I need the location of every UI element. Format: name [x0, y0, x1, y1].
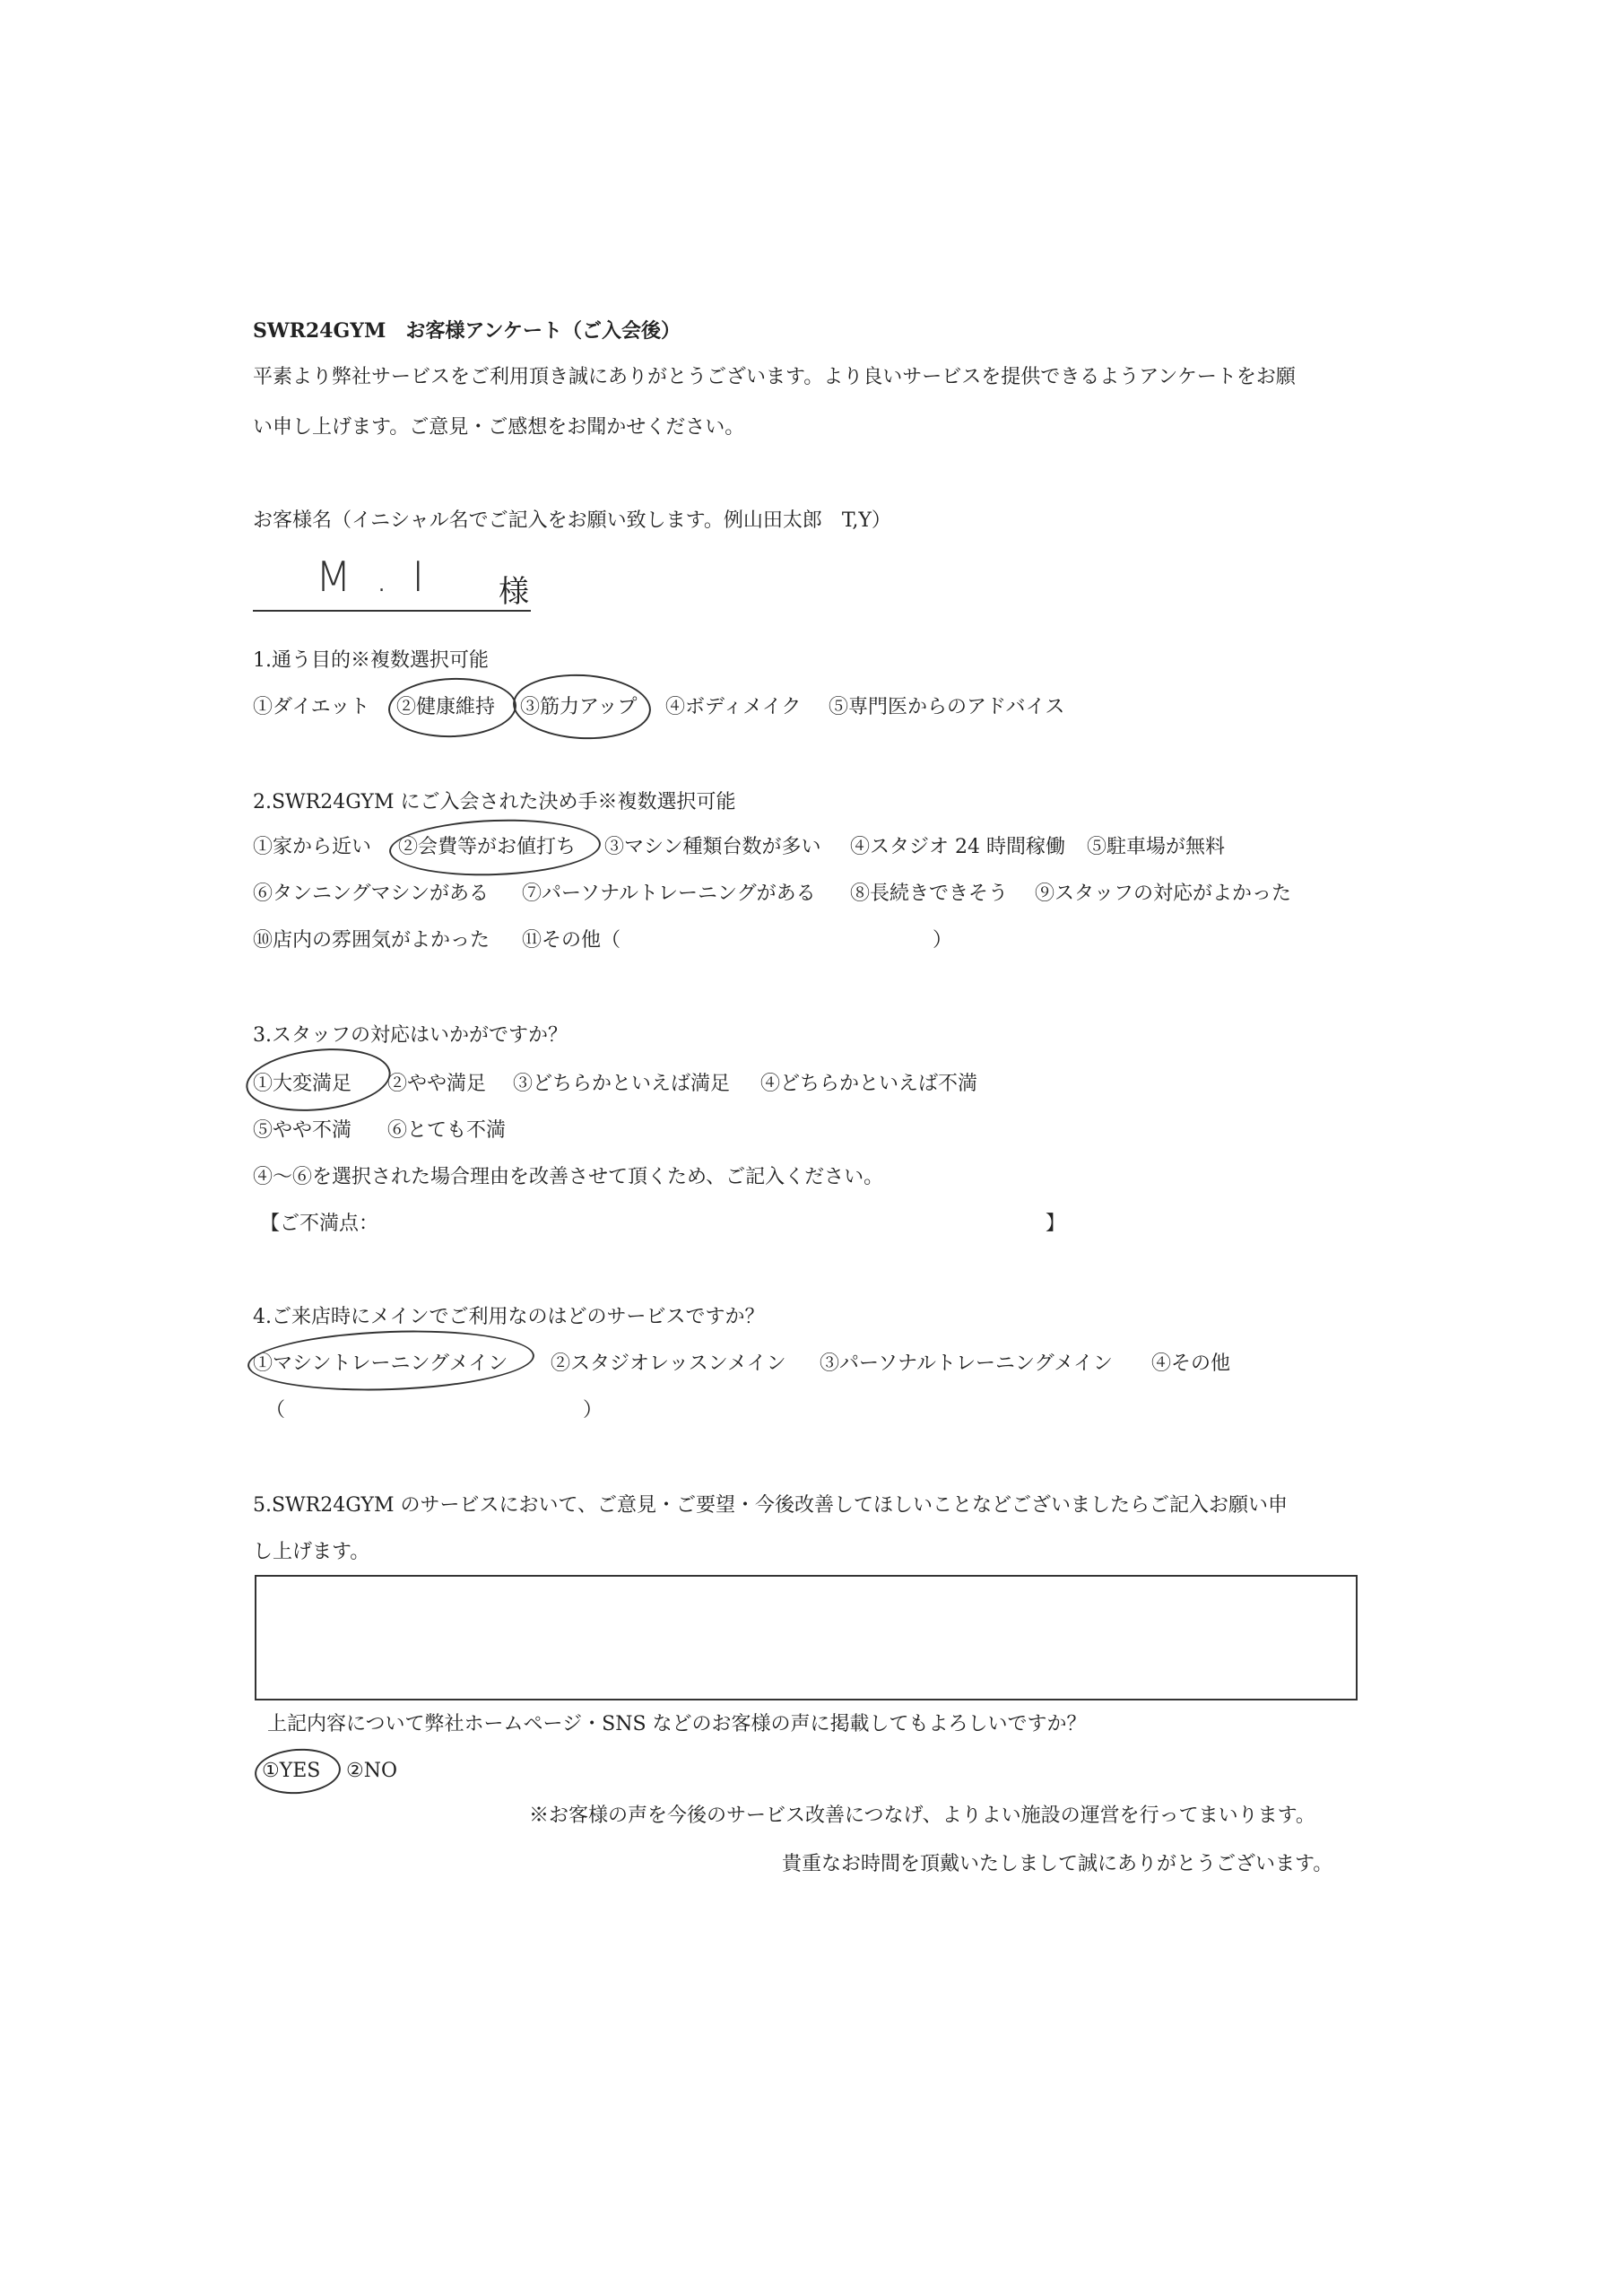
q1-option-1[interactable]: ①ダイエット	[253, 696, 370, 718]
q2-option-2-handwritten-circle	[388, 816, 602, 879]
q1-option-3-handwritten-circle	[511, 671, 653, 743]
q3-option-5[interactable]: ⑤やや不満	[253, 1119, 352, 1142]
q2-question: 2.SWR24GYM にご入会された決め手※複数選択可能	[253, 791, 736, 813]
q5-question-line-1: 5.SWR24GYM のサービスにおいて、ご意見・ご要望・今後改善してほしいことなどございましたらご記入お願い申	[253, 1494, 1289, 1517]
q1-option-3[interactable]: ③筋力アップ	[520, 696, 638, 718]
q3-option-6[interactable]: ⑥とても不満	[387, 1119, 507, 1142]
q4-option-1-handwritten-circle	[247, 1326, 535, 1395]
intro-line-2: い申し上げます。ご意見・ご感想をお聞かせください。	[253, 416, 745, 439]
name-label: お客様名（イニシャル名でご記入をお願い致します。例山田太郎 T,Y）	[253, 509, 891, 532]
q3-complaint-label: 【ご不満点：	[260, 1213, 379, 1235]
q4-question: 4.ご来店時にメインでご利用なのはどのサービスですか？	[253, 1306, 765, 1328]
q2-option-9[interactable]: ⑨スタッフの対応がよかった	[1035, 883, 1292, 905]
q1-question: 1.通う目的※複数選択可能	[253, 649, 489, 672]
footer-line-1: ※お客様の声を今後のサービス改善につなげ、よりよい施設の運営を行ってまいります。	[529, 1805, 1315, 1827]
q3-complaint-close: 】	[1046, 1213, 1066, 1235]
q2-option-10[interactable]: ⑩店内の雰囲気がよかった	[253, 929, 490, 952]
q3-option-1-handwritten-circle	[243, 1042, 394, 1118]
name-underline	[253, 610, 531, 612]
consent-yes-handwritten-circle	[253, 1746, 342, 1797]
q2-option-4[interactable]: ④スタジオ 24 時間稼働	[850, 836, 1065, 858]
q1-option-2-handwritten-circle	[387, 676, 517, 740]
consent-question: 上記内容について弊社ホームページ・SNS などのお客様の声に掲載してもよろしいですか？	[267, 1713, 1087, 1735]
q4-option-3[interactable]: ③パーソナルトレーニングメイン	[820, 1352, 1113, 1375]
q2-option-7[interactable]: ⑦パーソナルトレーニングがある	[522, 883, 816, 905]
q3-question: 3.スタッフの対応はいかがですか？	[253, 1024, 568, 1047]
q2-option-11-close: ）	[933, 929, 953, 952]
q1-option-2[interactable]: ②健康維持	[396, 696, 496, 718]
consent-option-no[interactable]: ②NO	[346, 1760, 398, 1782]
q2-option-1[interactable]: ①家から近い	[253, 836, 372, 858]
name-suffix: 様	[499, 574, 529, 610]
q5-question-line-2: し上げます。	[253, 1541, 370, 1563]
name-value[interactable]: M . I	[316, 552, 430, 601]
q5-answer-box[interactable]	[255, 1575, 1358, 1700]
q3-note: ④～⑥を選択された場合理由を改善させて頂くため、ご記入ください。	[253, 1166, 884, 1188]
q4-option-1[interactable]: ①マシントレーニングメイン	[253, 1352, 508, 1375]
q3-option-2[interactable]: ②やや満足	[387, 1073, 487, 1095]
footer-line-2: 貴重なお時間を頂戴いたしまして誠にありがとうございます。	[782, 1853, 1333, 1875]
q2-option-6[interactable]: ⑥タンニングマシンがある	[253, 883, 490, 905]
q2-option-2[interactable]: ②会費等がお値打ち	[398, 836, 577, 858]
q3-option-4[interactable]: ④どちらかといえば不満	[760, 1073, 978, 1095]
q1-option-4[interactable]: ④ボディメイク	[665, 696, 802, 718]
q4-option-4[interactable]: ④その他	[1151, 1352, 1231, 1375]
q3-option-3[interactable]: ③どちらかといえば満足	[513, 1073, 731, 1095]
q4-option-2[interactable]: ②スタジオレッスンメイン	[551, 1352, 786, 1375]
q1-option-5[interactable]: ⑤専門医からのアドバイス	[829, 696, 1065, 718]
q2-option-8[interactable]: ⑧長続きできそう	[850, 883, 1009, 905]
q2-option-11-open[interactable]: ⑪その他（	[522, 929, 621, 952]
q4-other-close: ）	[583, 1399, 603, 1422]
intro-line-1: 平素より弊社サービスをご利用頂き誠にありがとうございます。より良いサービスを提供できるようアンケートをお願	[253, 366, 1296, 388]
q2-option-5[interactable]: ⑤駐車場が無料	[1087, 836, 1226, 858]
q3-option-1[interactable]: ①大変満足	[253, 1073, 352, 1095]
consent-option-yes[interactable]: ①YES	[262, 1760, 321, 1782]
q4-other-open[interactable]: （	[265, 1399, 286, 1422]
survey-title: SWR24GYM お客様アンケート（ご入会後）	[253, 319, 681, 343]
q2-option-3[interactable]: ③マシン種類台数が多い	[604, 836, 821, 858]
